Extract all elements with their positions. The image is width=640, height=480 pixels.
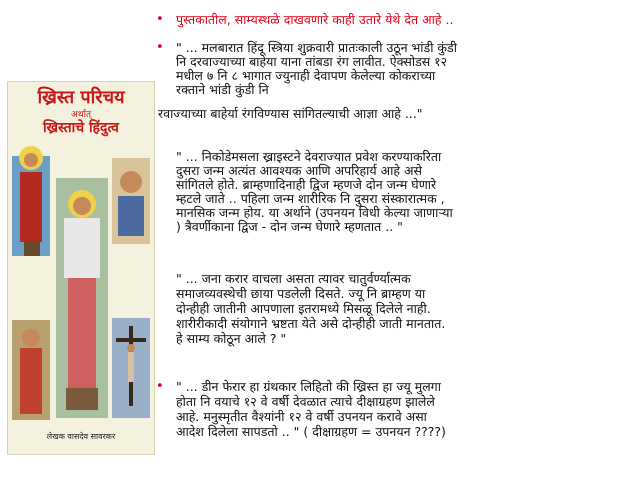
heading-line: पुस्तकातील, साम्यस्थळे दाखवणारे काही उतारे येथे देत आहे .. bbox=[176, 12, 454, 27]
text-line: दुसरा जन्म अत्यंत आवश्यक आणि अपरिहार्य आहे असे bbox=[176, 163, 423, 178]
text-line: आहे. मनुस्मृतीत वैश्यांनी १२ वे वर्षी उपनयन करावे असा bbox=[176, 409, 427, 424]
text-line: दोन्हीही जातीनी आपणाला इतरामध्ये मिसळू दिलेले नाही. bbox=[176, 301, 431, 316]
text-line: हे साम्य कोठून आले ? " bbox=[176, 331, 287, 346]
cover-title: ख्रिस्त परिचय bbox=[37, 87, 125, 108]
text-line: मानसिक जन्म होय. या अर्थाने (उपनयन विधी केल्या जाणाऱ्या bbox=[176, 205, 453, 220]
cover-subtitle: अर्थात् bbox=[70, 110, 92, 120]
cover-author: लेखक वासदेव सावरकर bbox=[46, 432, 116, 441]
cover-illustration bbox=[8, 138, 154, 430]
text-line: " ... जना करार वाचला असता त्यावर चातुर्वर्ण्यात्मक bbox=[176, 271, 411, 286]
text-line: मधील ७ नि ८ भागात ज्युनाही देवापण केलेल्या कोकराच्या bbox=[176, 68, 436, 83]
bullet-marker: • bbox=[156, 379, 164, 394]
text-line: नि दरवाज्याच्या बाहेया याना तांबडा रंग लावीत. ऐक्सोडस १२ bbox=[176, 54, 448, 69]
text-line: रक्ताने भांडी कुंडी नि bbox=[176, 82, 269, 97]
text-line: होता नि वयाचे १२ वे वर्षी देवळात त्याचे दीक्षाग्रहण झालेले bbox=[176, 394, 435, 409]
text-line: सांगितले होते. ब्राम्हणादिनाही द्विज म्हणजे दोन जन्म घेणारे bbox=[176, 177, 437, 192]
text-line: शारीरीकादी संयोगाने भ्रष्टता येते असे दोन्हीही जाती मानतात. bbox=[176, 316, 446, 331]
text-line: म्हटले जाते .. पहिला जन्म शारीरिक नि दुसरा संस्कारात्मक , bbox=[176, 191, 445, 206]
text-line: " ... निकोडेमसला ख्राइस्टने देवराज्यात प्रवेश करण्याकरिता bbox=[176, 149, 442, 164]
text-line: आदेश दिलेला सापडतो .. " ( दीक्षाग्रहण = उपनयन ????) bbox=[176, 424, 446, 439]
text-line: समाजव्यवस्थेची छाया पडलेली दिसते. ज्यू नि ब्राम्हण या bbox=[176, 286, 426, 301]
text-line: " ... मलबारात हिंदू स्त्रिया शुक्रवारी प्रातःकाली उठून भांडी कुंडी bbox=[176, 40, 457, 55]
bullet-marker: • bbox=[156, 40, 164, 55]
book-cover-image bbox=[8, 82, 154, 454]
bullet-marker: • bbox=[156, 12, 164, 27]
text-line: " ... डीन फेरार हा ग्रंथकार लिहितो की ख्रिस्त हा ज्यू मुलगा bbox=[176, 379, 441, 394]
text-line: रवाज्याच्या बाहेर्या रंगविण्यास सांगितल्याची आज्ञा आहे ..." bbox=[158, 106, 423, 121]
cover-title-secondary: ख्रिस्ताचे हिंदुत्व bbox=[43, 120, 119, 136]
text-line: ) त्रैवर्णीकाना द्विज - दोन जन्म घेणारे म्हणतात .. " bbox=[176, 219, 403, 234]
